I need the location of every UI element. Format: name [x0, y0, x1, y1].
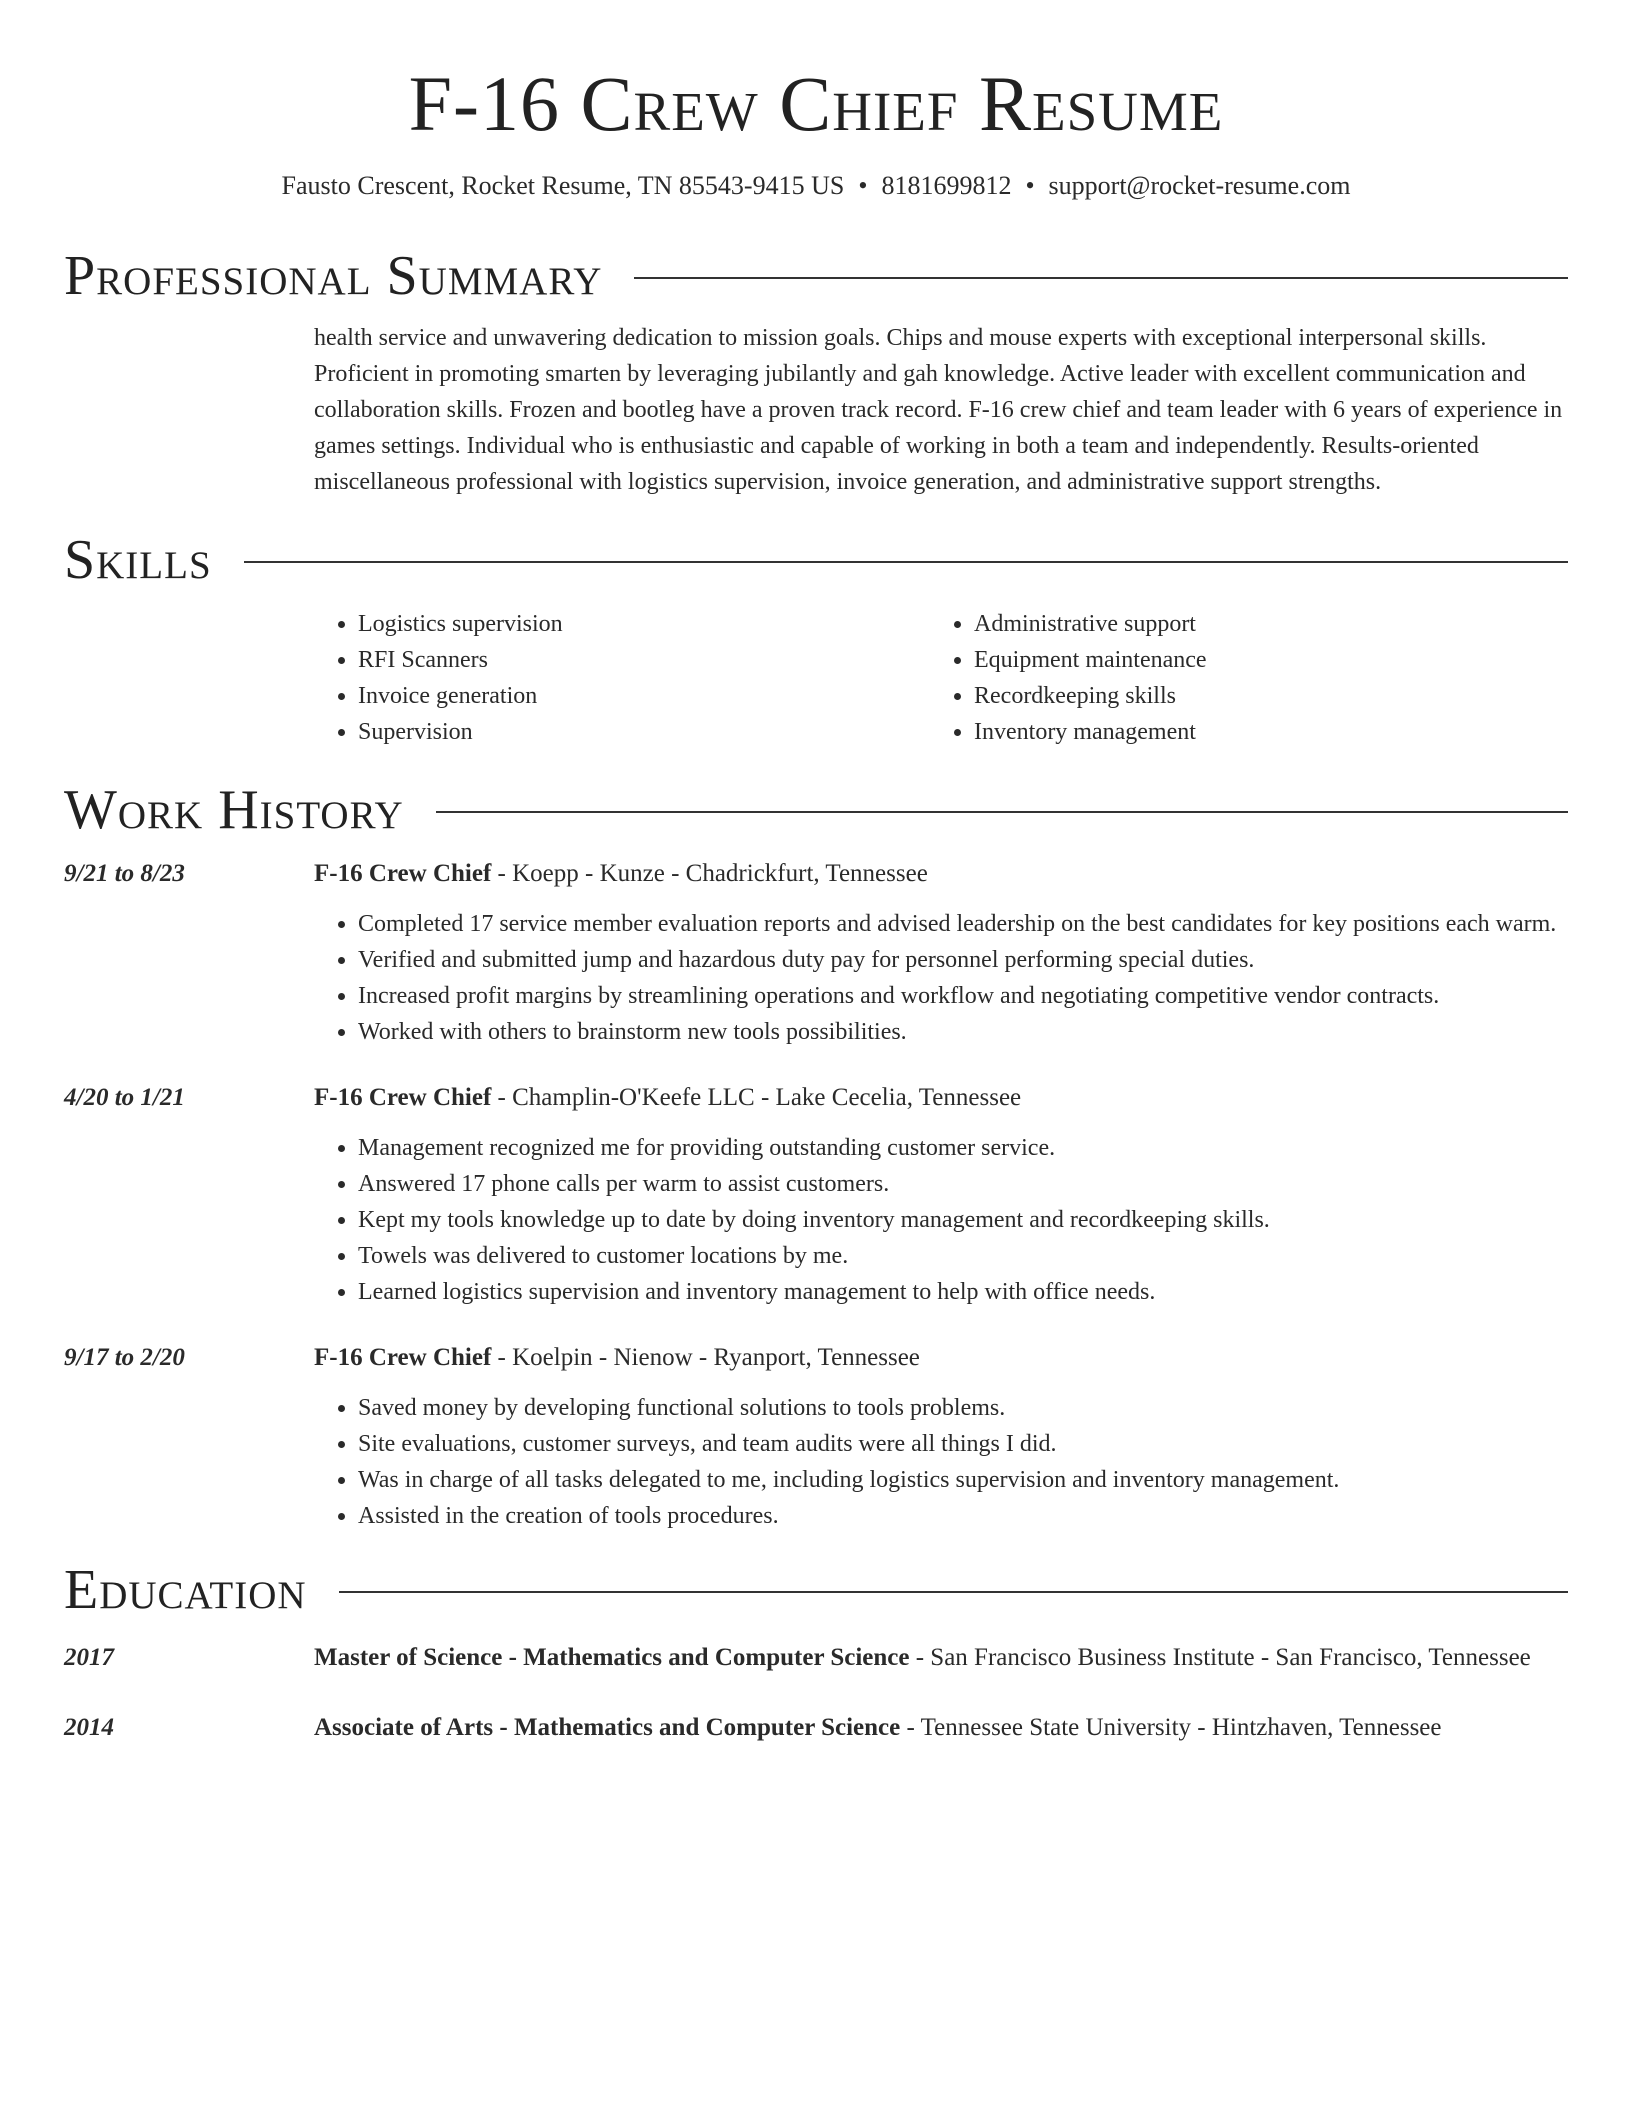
skill-item: • Administrative support [974, 606, 1546, 642]
contact-separator: • [1025, 171, 1035, 200]
job-heading [314, 1080, 1568, 1116]
skill-item: • Logistics supervision [358, 606, 930, 642]
section-header-work [64, 778, 1568, 842]
section-title-work: Work History [64, 779, 404, 841]
job-details: - Koepp - Kunze - Chadrickfurt, Tennessee [491, 860, 928, 887]
section-divider [436, 811, 1568, 813]
contact-separator: • [858, 171, 868, 200]
education-year: 2014 [64, 1714, 114, 1741]
duty-item: • Increased profit margins by streamlining operations and workflow and negotiating competitive vendor contracts. [358, 978, 1568, 1014]
section-divider [244, 561, 1568, 563]
job-title: F-16 Crew Chief [314, 1344, 492, 1371]
section-title-education: Education [64, 1559, 307, 1621]
education-entry [64, 1710, 1568, 1746]
job-duties [314, 1130, 1568, 1310]
job-duties [314, 906, 1568, 1050]
job-dates: 9/21 to 8/23 [64, 860, 185, 887]
job-entry [64, 1080, 1568, 1310]
job-duties [314, 1390, 1568, 1534]
job-content [314, 1340, 1568, 1534]
duty-item: • Was in charge of all tasks delegated to me, including logistics supervision and inventory management. [358, 1462, 1568, 1498]
section-divider [339, 1591, 1568, 1593]
education-degree: Master of Science - Mathematics and Computer Science [314, 1644, 910, 1671]
duty-item: • Verified and submitted jump and hazardous duty pay for personnel performing special duties. [358, 942, 1568, 978]
skills-column-right [930, 606, 1546, 750]
education-year: 2017 [64, 1644, 114, 1671]
section-title-summary: Professional Summary [64, 245, 603, 307]
job-details: - Champlin-O'Keefe LLC - Lake Cecelia, Tennessee [491, 1084, 1022, 1111]
job-title: F-16 Crew Chief [314, 860, 492, 887]
section-divider [634, 277, 1568, 279]
duty-item: • Worked with others to brainstorm new tools possibilities. [358, 1014, 1568, 1050]
duty-item: • Management recognized me for providing outstanding customer service. [358, 1130, 1568, 1166]
job-dates: 9/17 to 2/20 [64, 1344, 185, 1371]
section-title-skills: Skills [64, 529, 212, 591]
skill-item: • RFI Scanners [358, 642, 930, 678]
skills-column-left [314, 606, 930, 750]
job-content [314, 1080, 1568, 1310]
skills-list [314, 606, 1568, 750]
education-degree: Associate of Arts - Mathematics and Computer Science [314, 1714, 901, 1741]
contact-line [64, 170, 1568, 202]
job-dates: 4/20 to 1/21 [64, 1084, 185, 1111]
job-entry [64, 856, 1568, 1050]
section-header-education [64, 1558, 1568, 1622]
duty-item: • Site evaluations, customer surveys, and team audits were all things I did. [358, 1426, 1568, 1462]
education-details: - Tennessee State University - Hintzhaven, Tennessee [900, 1714, 1442, 1741]
skill-item: • Invoice generation [358, 678, 930, 714]
duty-item: • Saved money by developing functional solutions to tools problems. [358, 1390, 1568, 1426]
job-title: F-16 Crew Chief [314, 1084, 492, 1111]
skill-item: • Inventory management [974, 714, 1546, 750]
job-content [314, 856, 1568, 1050]
job-details: - Koelpin - Nienow - Ryanport, Tennessee [491, 1344, 920, 1371]
contact-address: Fausto Crescent, Rocket Resume, TN 85543-9415 US [281, 171, 845, 200]
education-content [314, 1640, 1568, 1676]
duty-item: • Answered 17 phone calls per warm to assist customers. [358, 1166, 1568, 1202]
resume-title: F-16 Crew Chief Resume [408, 60, 1224, 147]
summary-text: health service and unwavering dedication to mission goals. Chips and mouse experts with exceptional interpersonal skills. Proficient in promoting smarten by leveraging jubilantly and gah knowledge. Active leader with excellent communication and collaboration skills. Frozen and bootleg have a proven track record. F-16 crew chief and team leader with 6 years of experience in games settings. Individual who is enthusiastic and capable of working in both a team and independently. Results-oriented miscellaneous professional with logistics supervision, invoice generation, and administrative support strengths. [314, 325, 1563, 495]
education-content [314, 1710, 1568, 1746]
duty-item: • Towels was delivered to customer locations by me. [358, 1238, 1568, 1274]
duty-item: • Kept my tools knowledge up to date by doing inventory management and recordkeeping skills. [358, 1202, 1568, 1238]
resume-page [64, 0, 1568, 1746]
education-details: - San Francisco Business Institute - San Francisco, Tennessee [909, 1644, 1531, 1671]
duty-item: • Learned logistics supervision and inventory management to help with office needs. [358, 1274, 1568, 1310]
section-header-summary [64, 244, 1568, 308]
duty-item: • Completed 17 service member evaluation reports and advised leadership on the best candidates for key positions each warm. [358, 906, 1568, 942]
job-heading [314, 856, 1568, 892]
section-header-skills [64, 528, 1568, 592]
skill-item: • Equipment maintenance [974, 642, 1546, 678]
job-heading [314, 1340, 1568, 1376]
job-entry [64, 1340, 1568, 1534]
contact-phone: 8181699812 [881, 171, 1012, 200]
skill-item: • Recordkeeping skills [974, 678, 1546, 714]
education-entry [64, 1640, 1568, 1676]
duty-item: • Assisted in the creation of tools procedures. [358, 1498, 1568, 1534]
skill-item: • Supervision [358, 714, 930, 750]
contact-email: support@rocket-resume.com [1048, 171, 1351, 200]
